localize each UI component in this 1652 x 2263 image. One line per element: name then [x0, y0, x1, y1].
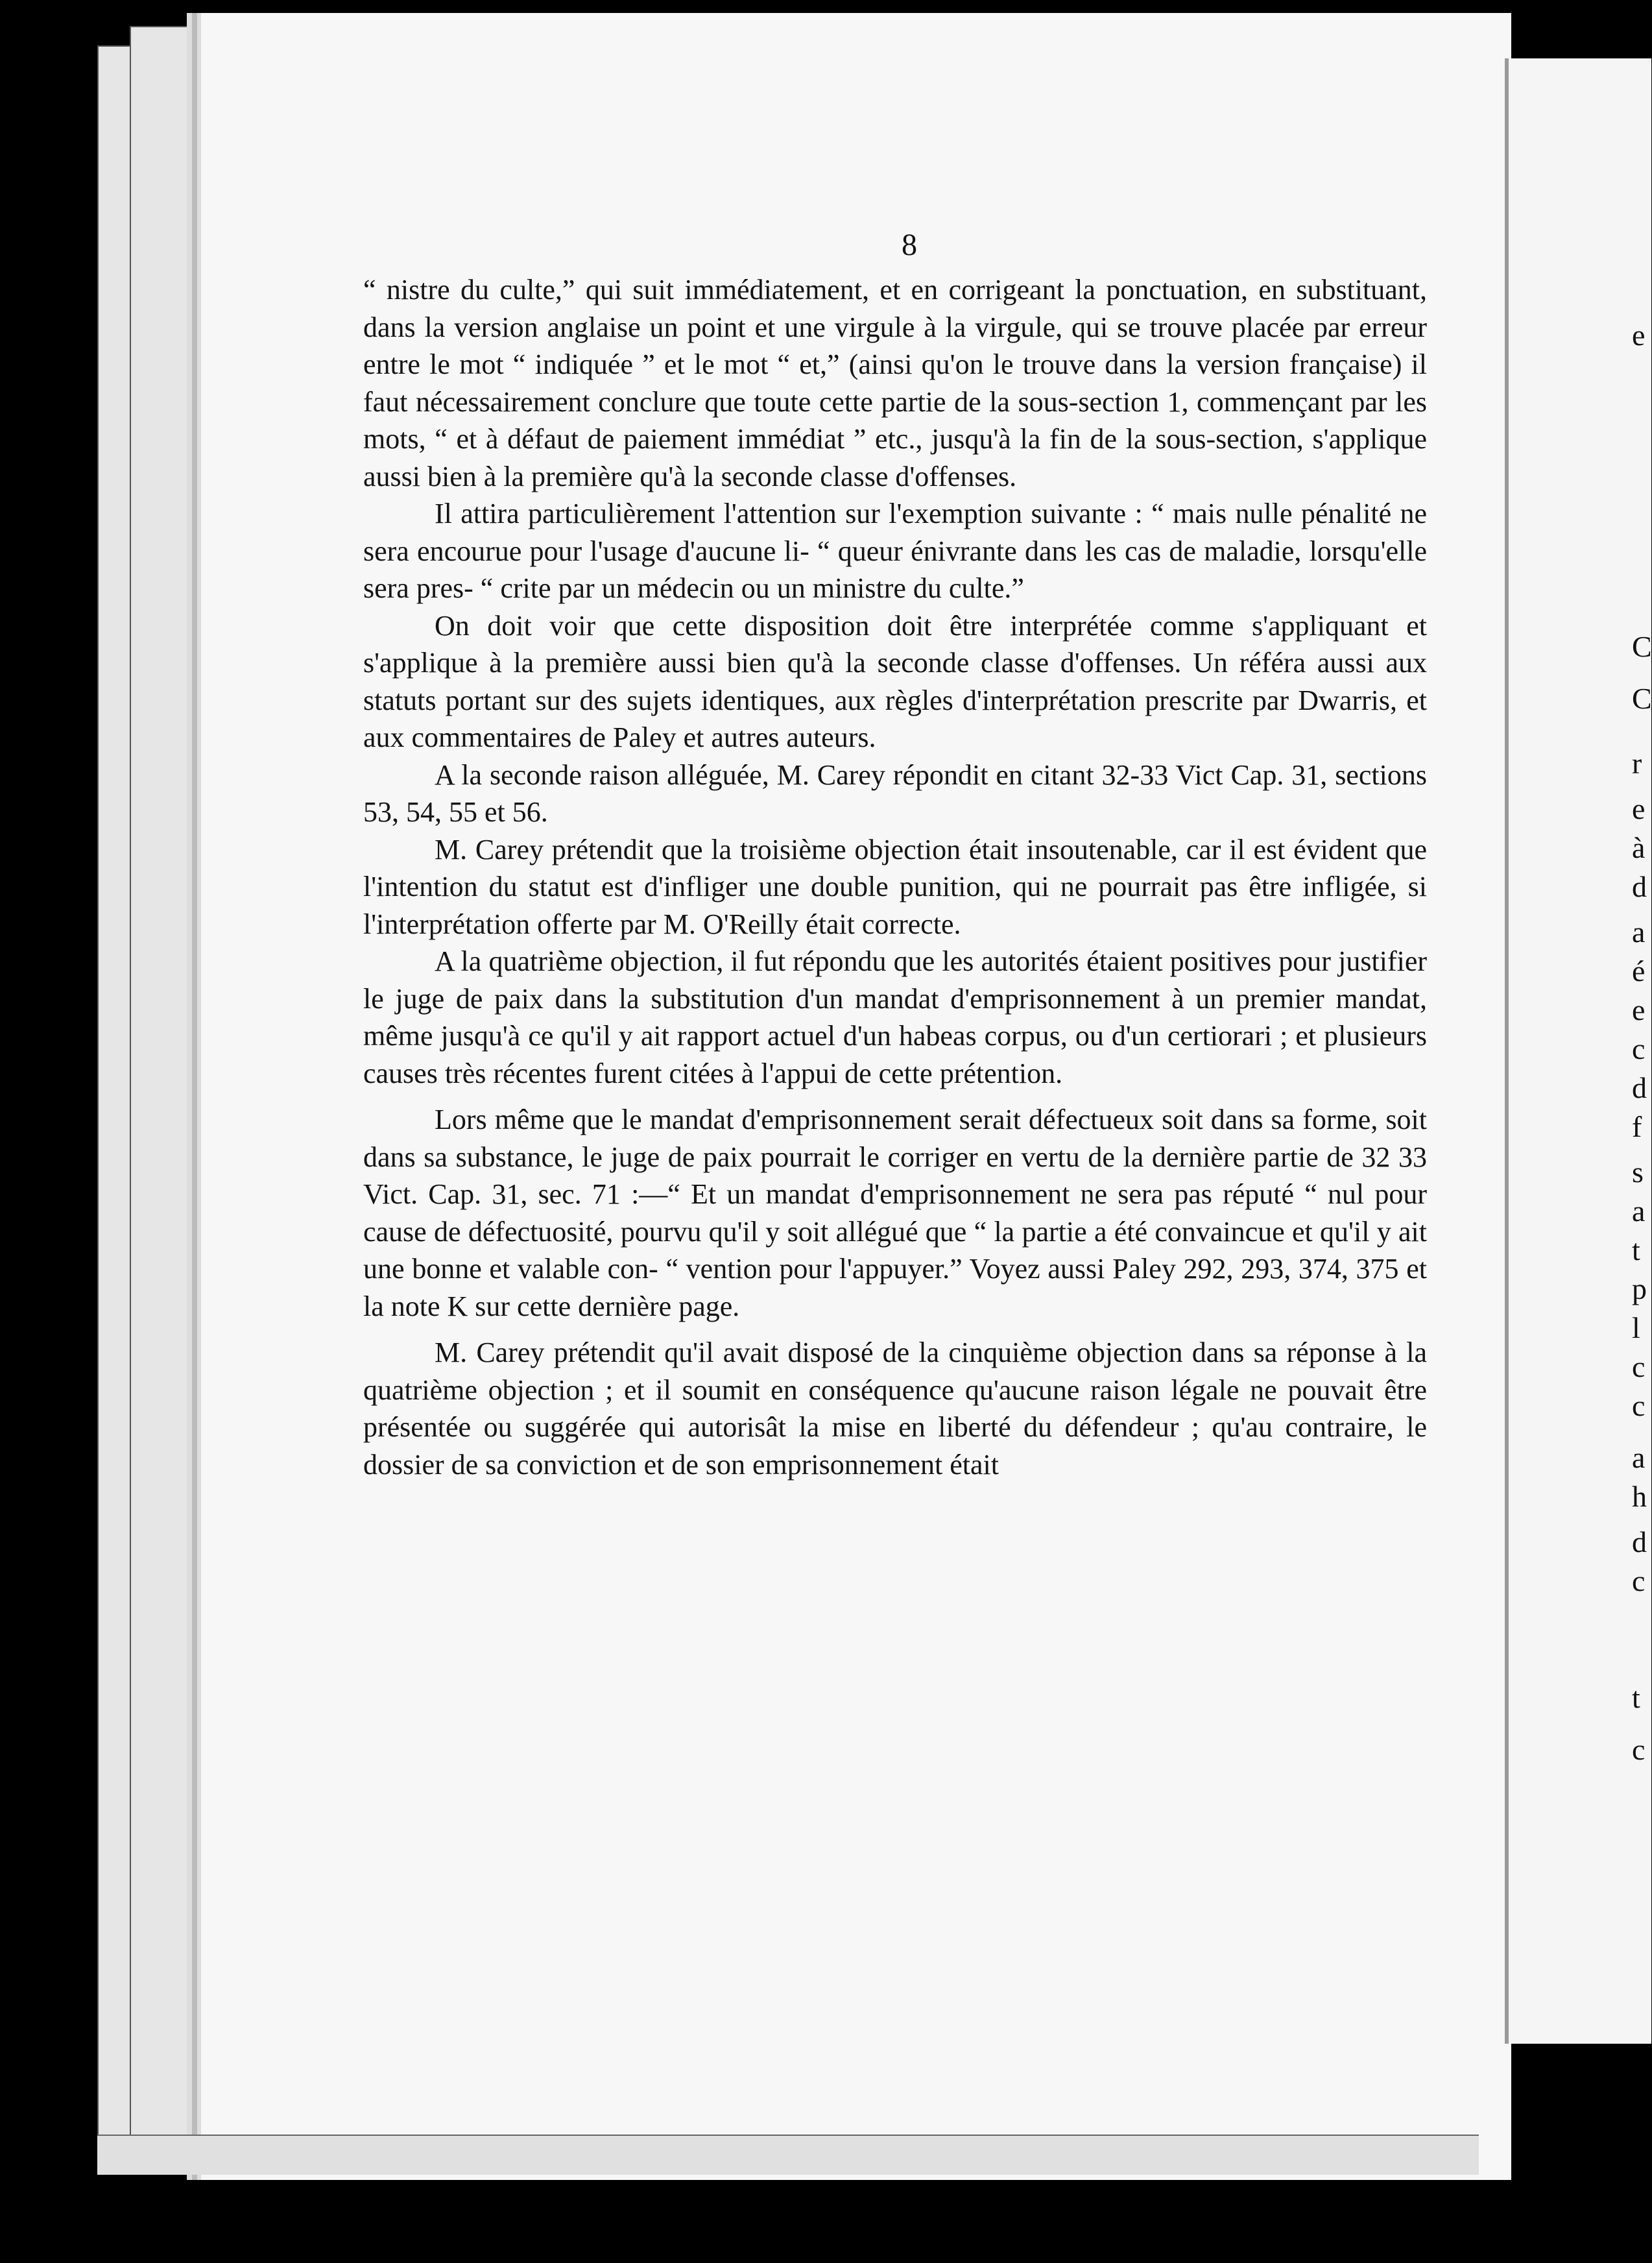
facing-page-fragment: c	[1632, 1564, 1646, 1597]
facing-page-fragment: c	[1632, 1389, 1646, 1422]
page-bottom-edge	[97, 2135, 1479, 2175]
facing-page-fragment: é	[1632, 954, 1646, 987]
facing-page-fragment: d	[1632, 1525, 1647, 1558]
paragraph: Il attira particulièrement l'attention sur l'exemption suivante : “ mais nulle pénalité ne sera encourue pour l'usage d'aucune li- “ queur énivrante dans les cas de maladie, lorsqu'elle sera pres- “ crite par un médecin ou un ministre du culte.”	[363, 498, 1427, 604]
facing-page-fragment: c	[1632, 1350, 1646, 1383]
paragraph: On doit voir que cette disposition doit être interprétée comme s'appliquant et s'applique à la première aussi bien qu'à la seconde classe d'offenses. Un référa aussi aux statuts portant sur des sujets identiques, aux règles d'interprétation prescrite par Dwarris, et aux commentaires de Paley et autres auteurs.	[363, 609, 1427, 753]
paragraph: “ nistre du culte,” qui suit immédiatement, et en corrigeant la ponctuation, en substituant, dans la version anglaise un point et une virgule à la virgule, qui se trouve placée par erreur entre le mot “ indiquée ” et le mot “ et,” (ainsi qu'on le trouve dans la version française) il faut nécessairement conclure que toute cette partie de la sous-section 1, commençant par les mots, “ et à défaut de paiement immédiat ” etc., jusqu'à la fin de la sous-section, s'applique aussi bien à la première qu'à la seconde classe d'offenses.	[363, 274, 1427, 492]
facing-page-fragment: l	[1632, 1311, 1640, 1344]
paragraph: A la seconde raison alléguée, M. Carey répondit en citant 32-33 Vict Cap. 31, sections 53, 54, 55 et 56.	[363, 758, 1427, 828]
facing-page-fragment: f	[1632, 1110, 1642, 1143]
facing-page-fragment: e	[1632, 792, 1646, 825]
facing-page-fragment: a	[1632, 1194, 1646, 1228]
facing-page-fragment: à	[1632, 831, 1646, 864]
facing-page-fragment: d	[1632, 870, 1647, 903]
facing-page-edge	[1505, 58, 1651, 2044]
paragraph: M. Carey prétendit qu'il avait disposé de la cinquième objection dans sa réponse à la quatrième objection ; et il soumit en conséquence qu'aucune raison légale ne pouvait être présentée ou suggérée qui autorisât la mise en liberté du défendeur ; qu'au contraire, le dossier de sa conviction et de son emprisonnement était	[363, 1337, 1427, 1481]
paragraph: A la quatrième objection, il fut répondu que les autorités étaient positives pour justifier le juge de paix dans la substitution d'un mandat d'emprisonnement à un premier mandat, même jusqu'à ce qu'il y ait rapport actuel d'un habeas corpus, ou d'un certiorari ; et plusieurs causes très récentes furent citées à l'appui de cette prétention.	[363, 945, 1427, 1089]
facing-page-fragment: c	[1632, 1032, 1646, 1065]
facing-page-fragment: d	[1632, 1071, 1647, 1104]
page-number: 8	[902, 228, 917, 262]
facing-page-fragment: p	[1632, 1272, 1647, 1305]
facing-page-fragment: h	[1632, 1480, 1647, 1513]
facing-page-fragment: t	[1632, 1681, 1640, 1714]
facing-page-fragment: s	[1632, 1156, 1644, 1189]
facing-page-fragment: e	[1632, 319, 1646, 352]
facing-page-fragment: e	[1632, 993, 1646, 1026]
facing-page-fragment: c	[1632, 1733, 1646, 1766]
facing-page-fragment: a	[1632, 915, 1646, 949]
facing-page-fragment: C	[1632, 682, 1652, 715]
body-text	[363, 271, 1427, 1483]
facing-page-fragment: r	[1632, 747, 1642, 780]
paragraph: Lors même que le mandat d'emprisonnement serait défectueux soit dans sa forme, soit dans sa substance, le juge de paix pourrait le corriger en vertu de la dernière partie de 32 33 Vict. Cap. 31, sec. 71 :—“ Et un mandat d'emprisonnement ne sera pas réputé “ nul pour cause de défectuosité, pourvu qu'il y soit allégué que “ la partie a été convaincue et qu'il y ait une bonne et valable con- “ vention pour l'appuyer.” Voyez aussi Paley 292, 293, 374, 375 et la note K sur cette dernière page.	[363, 1104, 1427, 1322]
facing-page-fragment: t	[1632, 1233, 1640, 1266]
paragraph: M. Carey prétendit que la troisième objection était insoutenable, car il est évident que l'intention du statut est d'infliger une double punition, qui ne pourrait pas être infligée, si l'interprétation offerte par M. O'Reilly était correcte.	[363, 833, 1427, 940]
facing-page-fragment: C	[1632, 630, 1652, 663]
facing-page-fragment: a	[1632, 1441, 1646, 1474]
